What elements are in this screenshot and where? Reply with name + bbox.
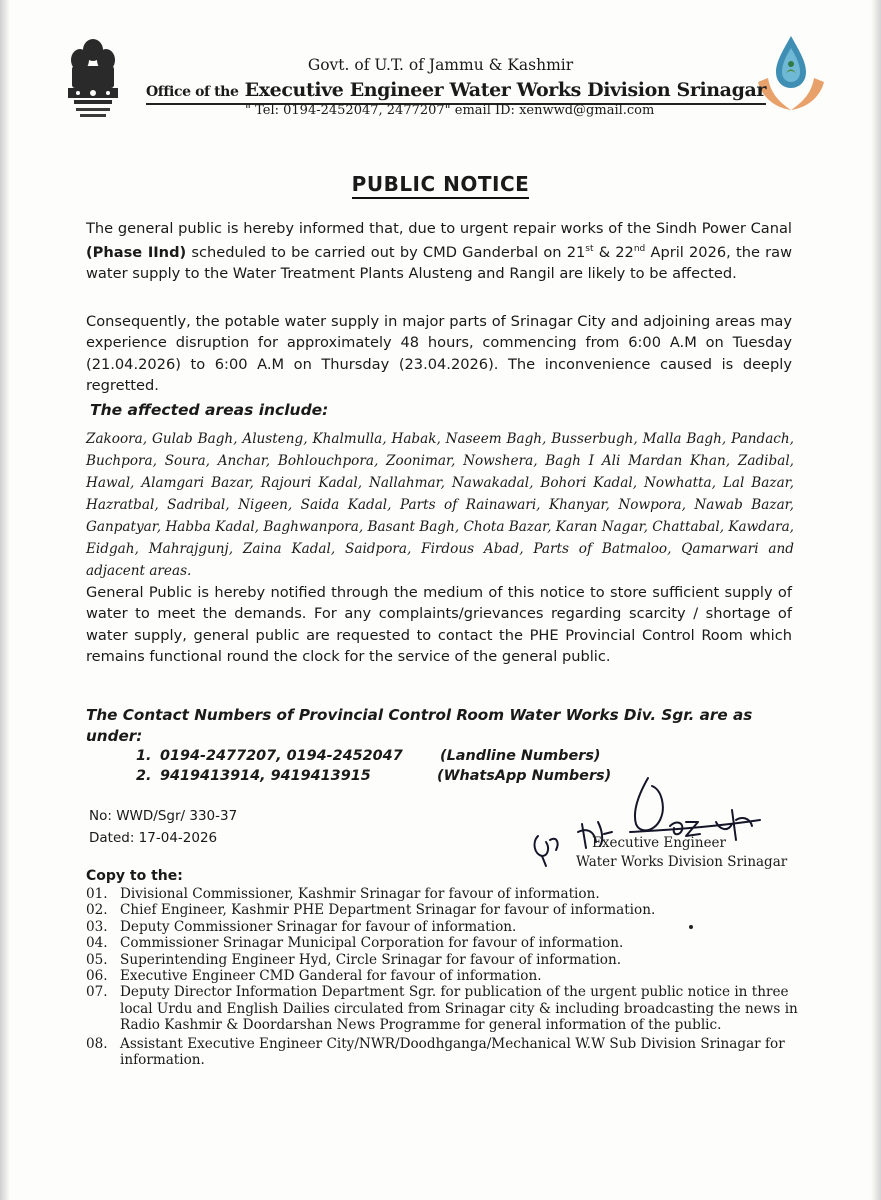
para1-text-2: scheduled to be carried out by CMD Ganderbal on 21 xyxy=(186,244,586,262)
copy-item-text: Deputy Director Information Department Sgr. for publication of the urgent public notice in three local Urdu and English Dailies circulated from Srinagar city & including broadcasting the news in Radio Kashmir & Doordarshan News Programme for general information of the public. xyxy=(120,984,798,1034)
contact-1-type: (Landline Numbers) xyxy=(440,748,601,764)
copy-item-number: 07. xyxy=(86,984,108,1001)
copy-item-text: Divisional Commissioner, Kashmir Srinagar for favour of information. xyxy=(120,886,600,902)
contact-2-index: 2. xyxy=(136,768,152,784)
signatory-division: Water Works Division Srinagar xyxy=(576,854,788,870)
contact-2-type: (WhatsApp Numbers) xyxy=(437,768,612,784)
copy-item xyxy=(86,919,806,935)
office-prefix: Office of the xyxy=(146,84,239,100)
phase-label: (Phase IInd) xyxy=(86,244,187,262)
copy-item-text: Chief Engineer, Kashmir PHE Department Srinagar for favour of information. xyxy=(120,902,656,919)
copy-item-number: 06. xyxy=(86,968,108,985)
notice-title-wrap xyxy=(0,172,881,196)
affected-areas-list: Zakoora, Gulab Bagh, Alusteng, Khalmulla, Habak, Naseem Bagh, Busserbugh, Malla Bagh, Pandach, Buchpora, Soura, Anchar, Bohlouchpora, Zoonimar, Nowshera, Bagh I Ali Mardan Khan, Zadibal, Hawal, Alamgari Bazar, Rajouri Kadal, Nallahmar, Nawakadal, Bohori Kadal, Nowhatta, Lal Bazar, Hazratbal, Sadribal, Nigeen, Saida Kadal, Parts of Rainawari, Khanyar, Nowpora, Nawab Bazar, Ganpatyar, Habba Kadal, Baghwanpora, Basant Bagh, Chota Bazar, Karan Nagar, Chattabal, Kawdara, Eidgah, Mahrajgunj, Zaina Kadal, Saidpora, Firdous Abad, Parts of Batmaloo, Qamarwari and adjacent areas. xyxy=(86,431,794,579)
copy-item xyxy=(86,968,806,984)
copy-to-heading: Copy to the: xyxy=(86,868,183,884)
copy-item-number: 02. xyxy=(86,902,108,919)
copy-item-text: Assistant Executive Engineer City/NWR/Doodhganga/Mechanical W.W Sub Division Srinagar for information. xyxy=(120,1035,785,1069)
ordinal-st: st xyxy=(585,244,594,255)
contact-1-numbers: 0194-2477207, 0194-2452047 xyxy=(160,748,403,764)
ordinal-nd: nd xyxy=(633,244,646,255)
para1-text-1: The general public is hereby informed that, due to urgent repair works of the Sindh Power Canal xyxy=(86,220,792,237)
copy-item-text: Executive Engineer CMD Ganderal for favour of information. xyxy=(120,968,542,985)
affected-areas-heading: The affected areas include: xyxy=(90,401,329,419)
govt-heading: Govt. of U.T. of Jammu & Kashmir xyxy=(307,56,574,74)
copy-item xyxy=(86,1036,806,1069)
copy-item-text: Commissioner Srinagar Municipal Corporation for favour of information. xyxy=(120,935,624,952)
copy-item-text: Superintending Engineer Hyd, Circle Srinagar for favour of information. xyxy=(120,951,622,968)
copy-item-text: Deputy Commissioner Srinagar for favour of information. xyxy=(120,918,517,935)
office-name: Executive Engineer Water Works Division Srinagar xyxy=(244,79,766,101)
copy-item xyxy=(86,952,806,968)
copy-item xyxy=(86,886,806,902)
copy-item-number: 03. xyxy=(86,918,108,935)
copy-item xyxy=(86,935,806,951)
paragraph-store-water: General Public is hereby notified through the medium of this notice to store sufficient supply of water to meet the demands. For any complaints/grievances regarding scarcity / shortage of water supply, general public are requested to contact the PHE Provincial Control Room which remains functional round the clock for the service of the general public. xyxy=(86,584,792,665)
para1-text-4: April 2026, the raw water supply to the Water Treatment Plants Alusteng and Rangil are likely to be affected. xyxy=(86,244,793,283)
copy-item-number: 04. xyxy=(86,935,108,952)
copy-item-number: 05. xyxy=(86,951,108,968)
copy-to-list xyxy=(86,886,806,1068)
copy-item-number: 08. xyxy=(86,1035,108,1052)
contact-numbers-heading: The Contact Numbers of Provincial Control Room Water Works Div. Sgr. are as under: xyxy=(86,706,753,745)
contact-line: " Tel: 0194-2452047, 2477207" email ID: xenwwd@gmail.com xyxy=(245,103,655,118)
copy-item-number: 01. xyxy=(86,886,108,902)
notice-title: PUBLIC NOTICE xyxy=(352,172,530,199)
ink-speck xyxy=(689,925,693,929)
office-heading xyxy=(146,79,766,105)
para1-text-3: & 22 xyxy=(593,244,634,262)
contact-1-index: 1. xyxy=(136,748,152,764)
copy-item xyxy=(86,984,806,1033)
reference-date: Dated: 17-04-2026 xyxy=(89,830,218,846)
signatory-designation: Executive Engineer xyxy=(592,835,726,851)
reference-number: No: WWD/Sgr/ 330-37 xyxy=(89,808,238,824)
paragraph-repair-works xyxy=(86,218,792,285)
national-emblem-icon xyxy=(62,30,124,126)
paragraph-disruption: Consequently, the potable water supply in major parts of Srinagar City and adjoining areas may experience disruption for approximately 48 hours, commencing from 6:00 A.M on Tuesday (21.04.2026) to 6:00 A.M on Thursday (23.04.2026). The inconvenience caused is deeply regretted. xyxy=(86,313,792,394)
copy-item xyxy=(86,902,806,918)
contact-2-numbers: 9419413914, 9419413915 xyxy=(160,768,371,784)
